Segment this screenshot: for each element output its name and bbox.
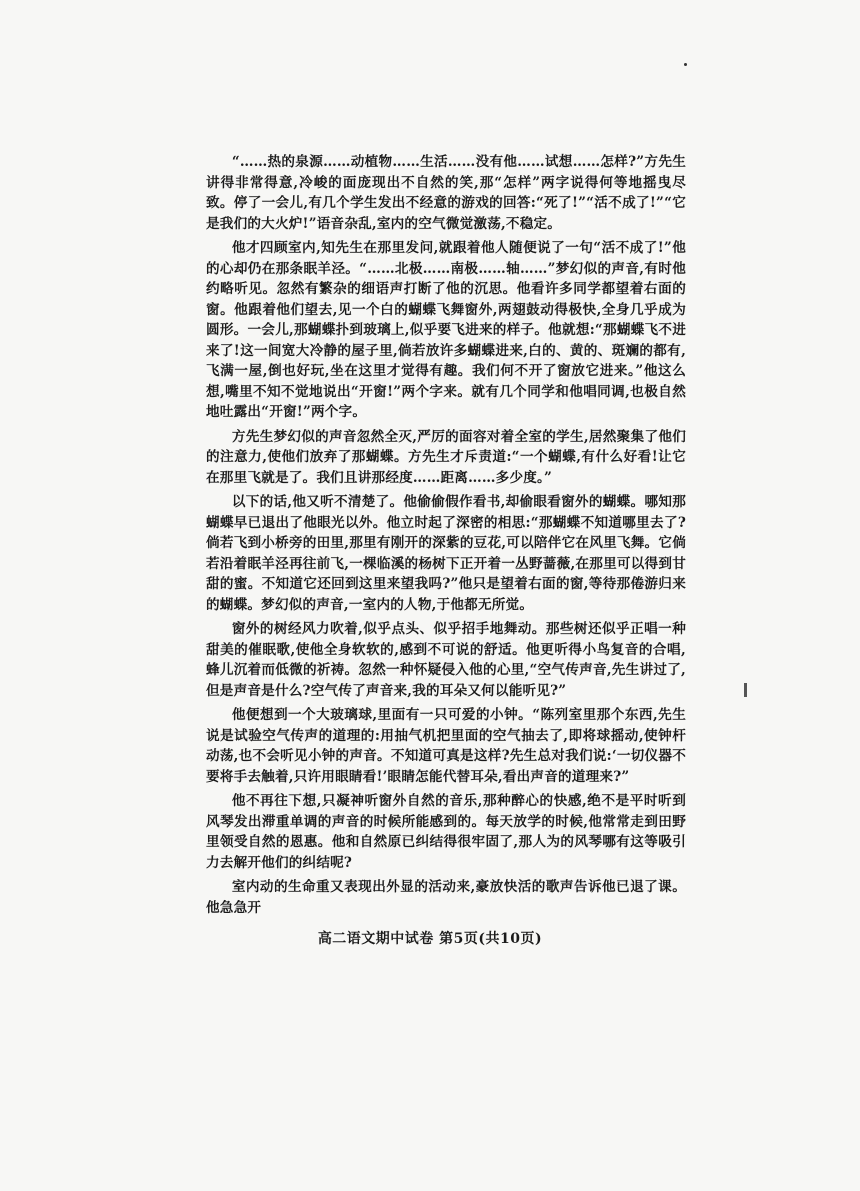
paragraph: 方先生梦幻似的声音忽然全灭,严厉的面容对着全室的学生,居然聚集了他们的注意力,使他们放弃了那蝴蝶。方先生才斥责道:“一个蝴蝶,有什么好看!让它在那里飞就是了。我们且讲那经度……距离……多少度。”	[206, 428, 686, 486]
passage-body	[206, 152, 686, 922]
paragraph: 室内动的生命重又表现出外显的活动来,豪放快活的歌声告诉他已退了课。他急急开	[206, 879, 686, 916]
scan-speck	[684, 63, 687, 66]
paragraph: “……热的泉源……动植物……生活……没有他……试想……怎样?”方先生讲得非常得意,冷峻的面庞现出不自然的笑,那“怎样”两字说得何等地摇曳尽致。停了一会儿,有几个学生发出不经意的游戏的回答:“死了!”“活不成了!”“它是我们的大火炉!”语音杂乱,室内的空气微觉激荡,不稳定。	[206, 154, 686, 232]
page-footer: 高二语文期中试卷 第5页(共10页)	[317, 931, 543, 947]
scan-mark	[744, 683, 747, 697]
paragraph: 他不再往下想,只凝神听窗外自然的音乐,那种醉心的快感,绝不是平时听到风琴发出滞重单调的声音的时候所能感到的。每天放学的时候,他常常走到田野里领受自然的恩惠。他和自然原已纠结得很牢固了,那人为的风琴哪有这等吸引力去解开他们的纠结呢?	[206, 793, 686, 871]
paragraph: 他便想到一个大玻璃球,里面有一只可爱的小钟。“陈列室里那个东西,先生说是试验空气传声的道理的:用抽气机把里面的空气抽去了,即将球摇动,使钟杆动荡,也不会听见小钟的声音。不知道可真是这样?先生总对我们说:‘一切仪器不要将手去触着,只许用眼睛看!’眼睛怎能代替耳朵,看出声音的道理来?”	[206, 707, 686, 785]
paragraph: 他才四顾室内,知先生在那里发问,就跟着他人随便说了一句“活不成了!”他的心却仍在那条眠羊泾。“……北极……南极……轴……”梦幻似的声音,有时他约略听见。忽然有繁杂的细语声打断了他的沉思。他看许多同学都望着右面的窗。他跟着他们望去,见一个白的蝴蝶飞舞窗外,两翅鼓动得极快,全身几乎成为圆形。一会儿,那蝴蝶扑到玻璃上,似乎要飞进来的样子。他就想:“那蝴蝶飞不进来了!这一间宽大冷静的屋子里,倘若放许多蝴蝶进来,白的、黄的、斑斓的都有,飞满一屋,倒也好玩,坐在这里才觉得有趣。我们何不开了窗放它进来。”他这么想,嘴里不知不觉地说出“开窗!”两个字来。就有几个同学和他唱同调,也极自然地吐露出“开窗!”两个字。	[206, 240, 686, 420]
paragraph: 窗外的树经风力吹着,似乎点头、似乎招手地舞动。那些树还似乎正唱一种甜美的催眠歌,使他全身软软的,感到不可说的舒适。他更听得小鸟复音的合唱,蜂儿沉着而低微的祈祷。忽然一种怀疑侵入他的心里,“空气传声音,先生讲过了,但是声音是什么?空气传了声音来,我的耳朵又何以能听见?”	[206, 621, 686, 699]
paragraph: 以下的话,他又听不清楚了。他偷偷假作看书,却偷眼看窗外的蝴蝶。哪知那蝴蝶早已退出了他眼光以外。他立时起了深密的相思:“那蝴蝶不知道哪里去了?倘若飞到小桥旁的田里,那里有刚开的深紫的豆花,可以陪伴它在风里飞舞。它倘若沿着眠羊泾再往前飞,一棵临溪的杨树下正开着一丛野蔷薇,在那里可以得到甘甜的蜜。不知道它还回到这里来望我吗?”他只是望着右面的窗,等待那倦游归来的蝴蝶。梦幻似的声音,一室内的人物,于他都无所觉。	[206, 494, 686, 613]
